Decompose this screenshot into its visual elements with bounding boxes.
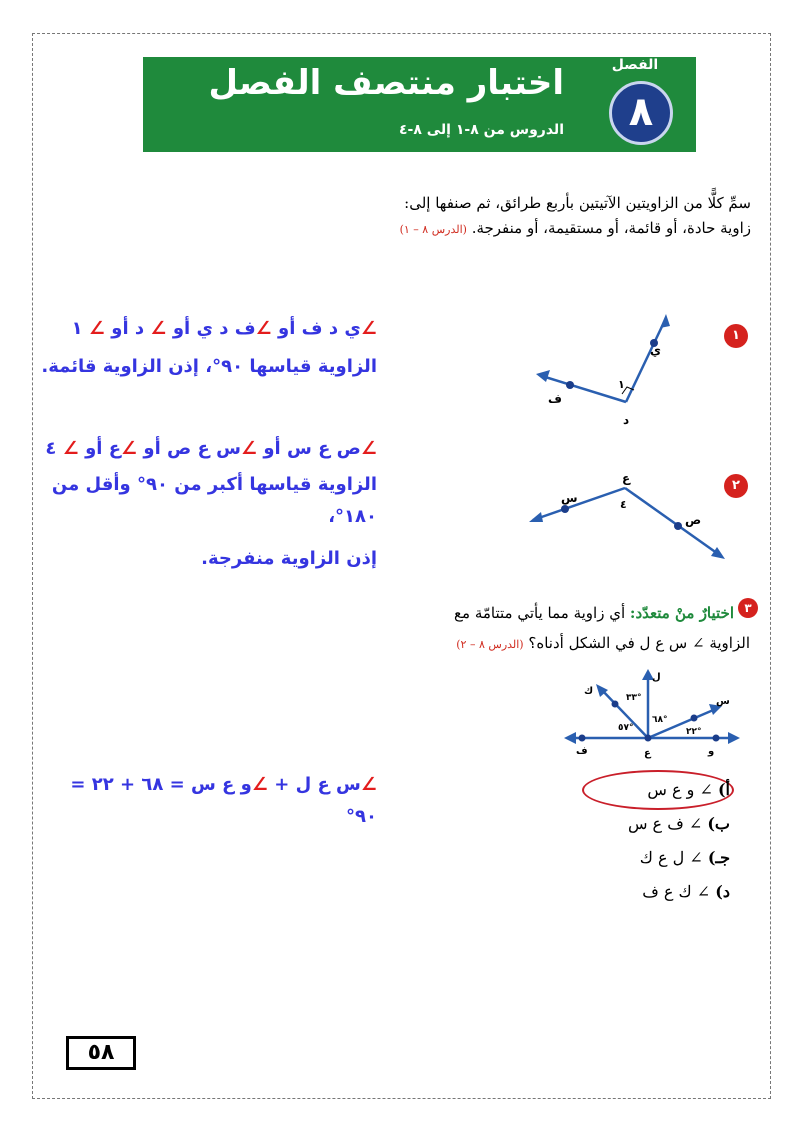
q2-name-3: ع أو: [78, 438, 122, 459]
q2-label-s: س: [561, 491, 578, 505]
q3-label-s: س: [716, 696, 730, 707]
q2-label-4: ٤: [620, 498, 627, 511]
angle-symbol: ∠: [251, 774, 268, 795]
q2-point-sad: [674, 522, 682, 530]
angle-symbol: ∠: [240, 438, 258, 459]
q1-name-4: ١: [71, 318, 89, 339]
q1-name-3: د أو: [105, 318, 151, 339]
q3-type-label: اختيارٌ منْ متعدّد:: [629, 604, 734, 622]
q3-question: [454, 598, 750, 660]
option-text: ∠ ل ع ك: [639, 848, 703, 867]
banner-title: اختبار منتصف الفصل: [208, 63, 564, 103]
option-letter: أ): [717, 780, 730, 799]
q3-label-l: ل: [652, 672, 661, 683]
q3-point-w: [713, 735, 720, 742]
q2-ray-ea: [533, 488, 625, 520]
q1-answer-names: [72, 314, 377, 344]
option-text: ∠ ك ع ف: [642, 882, 711, 901]
question-2-number: ٢: [724, 474, 748, 498]
q3-option-a[interactable]: [647, 780, 730, 799]
q1-label-d: د: [623, 413, 630, 427]
q2-answer-line2: الزاوية قياسها أكبر من ٩٠° وأقل من: [51, 474, 377, 495]
chapter-number-badge: ٨: [609, 81, 673, 145]
option-letter: د): [715, 882, 730, 901]
q2-ray-eb: [625, 488, 721, 556]
q3-answer-line1: [70, 770, 377, 800]
intro-text: [391, 191, 751, 242]
question-1-number: ١: [724, 324, 748, 348]
q3-option-b[interactable]: [628, 814, 730, 833]
q3-question-part2: الزاوية ∠ س ع ل في الشكل أدناه؟: [528, 634, 750, 652]
q3-label-f: ف: [576, 746, 588, 757]
q3-answer-part-b: و ع س = ٦٨ + ٢٢ =: [70, 774, 252, 795]
angle-symbol: ∠: [150, 318, 167, 339]
q3-label-68: ٦٨°: [652, 715, 668, 725]
q1-figure: [530, 310, 690, 430]
q3-point-k: [612, 701, 619, 708]
angle-symbol: ∠: [62, 438, 79, 459]
q1-label-1: ١: [618, 378, 625, 391]
question-3-number: ٣: [738, 598, 758, 618]
q3-figure: [562, 666, 742, 762]
q1-label-f: ف: [548, 392, 562, 406]
q1-arrowhead-ey: [660, 314, 670, 328]
q2-answer-names: [45, 434, 377, 464]
angle-symbol: ∠: [88, 318, 106, 339]
q1-name-1: ي د ف أو: [271, 318, 361, 339]
chapter-label: الفصل: [611, 57, 659, 73]
q3-point-s: [691, 715, 698, 722]
chapter-banner: [143, 57, 696, 152]
q2-point-s: [561, 505, 569, 513]
q2-arrowhead-right: [711, 547, 725, 559]
q3-label-e: ع: [644, 748, 651, 759]
q1-arrowhead-ef: [536, 370, 550, 382]
q3-point-e: [645, 735, 652, 742]
angle-symbol: ∠: [121, 438, 138, 459]
q2-label-e: ع: [622, 471, 631, 485]
q1-answer-classification: الزاوية قياسها ٩٠°، إذن الزاوية قائمة.: [41, 356, 377, 377]
q3-label-w: و: [708, 746, 715, 757]
q2-answer-line4: إذن الزاوية منفرجة.: [201, 548, 377, 569]
option-text: ∠ ف ع س: [627, 814, 703, 833]
q2-name-4: ٤: [45, 438, 63, 459]
angle-symbol: ∠: [360, 318, 377, 339]
q3-question-part1: أي زاوية مما يأتي متتامّة مع: [454, 604, 626, 622]
option-letter: ب): [707, 814, 730, 833]
q2-arrowhead-left: [529, 512, 543, 522]
q2-label-sad: ص: [685, 513, 702, 527]
q1-point-f: [566, 381, 574, 389]
q3-arrowhead-left: [564, 732, 576, 744]
angle-symbol: ∠: [255, 318, 272, 339]
q3-label-33: ٣٣°: [626, 693, 642, 703]
q3-answer-part-a: س ع ل +: [267, 774, 361, 795]
q3-arrowhead-right: [728, 732, 740, 744]
q2-name-2: س ع ص أو: [137, 438, 241, 459]
page-number: ٥٨: [66, 1036, 136, 1070]
q3-lesson-ref: (الدرس ٨ – ٢): [456, 638, 524, 651]
q3-label-22: ٢٢°: [686, 727, 702, 737]
q2-answer-line3: ١٨٠°،: [328, 506, 377, 527]
q3-label-k: ك: [584, 686, 594, 697]
q1-name-2: ف د ي أو: [166, 318, 256, 339]
intro-instructions: سمِّ كلًّا من الزاويتين الآتيتين بأربع طرائق، ثم صنفها إلى: زاوية حادة، أو قائمة، أو مستقيمة، أو منفرجة.: [404, 194, 751, 237]
banner-subtitle: الدروس من ٨-١ إلى ٨-٤: [398, 122, 564, 138]
q3-answer-line2: ٩٠°: [346, 806, 377, 827]
q2-name-1: ص ع س أو: [257, 438, 361, 459]
q3-option-d[interactable]: [642, 882, 730, 901]
intro-lesson-ref: (الدرس ٨ – ١): [399, 223, 467, 236]
q3-label-57: ٥٧°: [618, 723, 634, 733]
option-letter: جـ): [707, 848, 730, 867]
angle-symbol: ∠: [360, 438, 377, 459]
q2-figure: [525, 470, 725, 570]
angle-symbol: ∠: [360, 774, 377, 795]
option-text: ∠ و ع س: [647, 780, 713, 799]
q1-label-y: ي: [650, 343, 661, 357]
q3-point-f: [579, 735, 586, 742]
q3-option-c[interactable]: [640, 848, 730, 867]
